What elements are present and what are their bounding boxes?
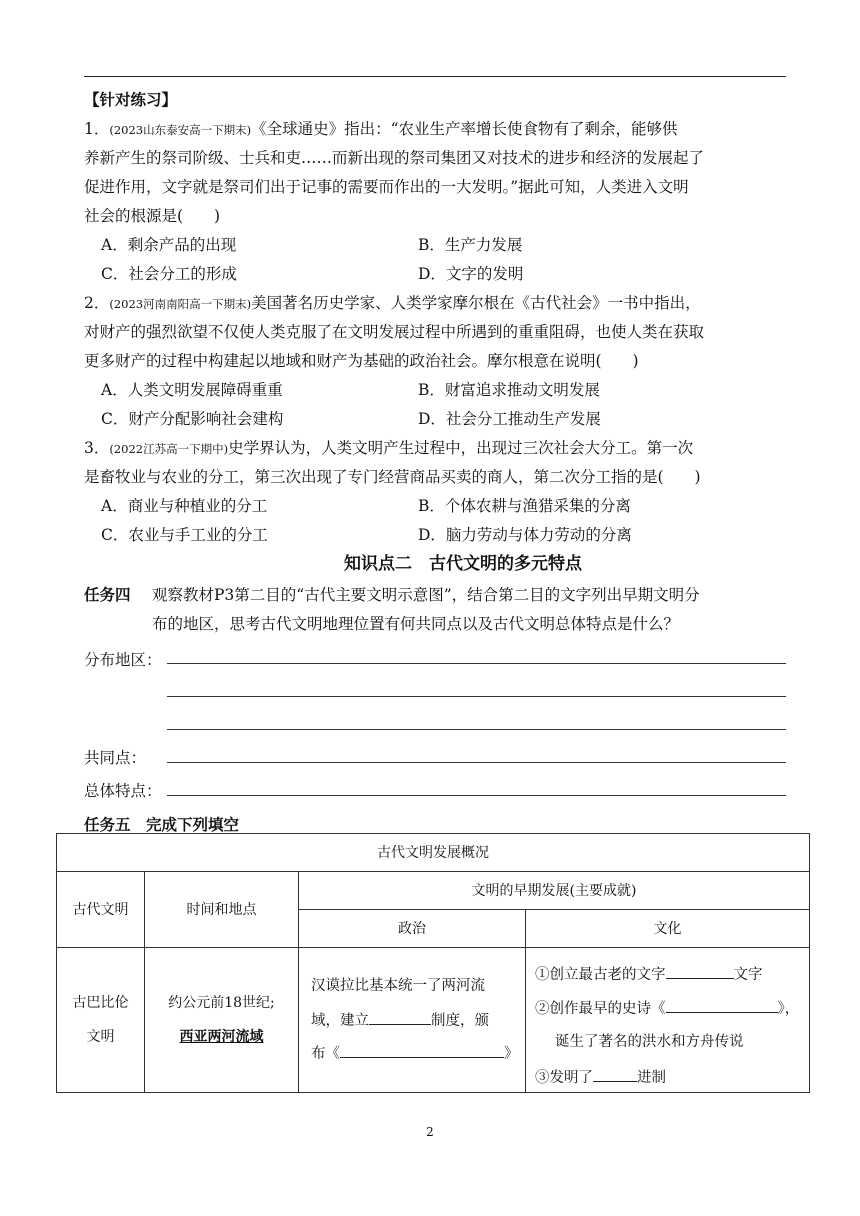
q3-option-b[interactable]: B．个体农耕与渔猎采集的分离 — [418, 497, 631, 515]
q3-option-c[interactable]: C．农业与手工业的分工 — [101, 526, 268, 544]
q1-number: 1． — [84, 120, 110, 138]
section-title: 【针对练习】 — [84, 91, 178, 109]
culture-line-2b: 》， — [777, 1001, 800, 1017]
q3-text-1: 史学界认为，人类文明产生过程中，出现过三次社会大分工。第一次 — [228, 439, 694, 457]
answer-line-common[interactable] — [167, 762, 786, 763]
q1-source: (2023山东泰安高一下期末) — [109, 123, 252, 137]
q1-option-b[interactable]: B．生产力发展 — [418, 236, 523, 254]
table-title-text: 古代文明发展概况 — [377, 844, 489, 861]
header-time-place — [145, 872, 299, 948]
culture-line-1b: 文字 — [733, 967, 763, 983]
q3-line-2: 是畜牧业与农业的分工，第三次出现了专门经营商品买卖的商人，第二次分工指的是( ) — [84, 468, 701, 486]
q2-line-1 — [84, 289, 786, 319]
blank-system[interactable] — [369, 1009, 431, 1025]
q3-number: 3． — [84, 439, 110, 457]
q1-option-a[interactable]: A．剩余产品的出现 — [101, 236, 237, 254]
q3-option-a[interactable]: A．商业与种植业的分工 — [101, 497, 268, 515]
task4-label: 任务四 — [84, 586, 131, 604]
q1-option-c[interactable]: C．社会分工的形成 — [101, 265, 237, 283]
answer-line-distribution-2[interactable] — [167, 696, 786, 697]
header-development-text: 文明的早期发展(主要成就) — [471, 882, 637, 899]
q1-line-3: 促进作用，文字就是祭司们出于记事的需要而作出的一大发明。”据此可知，人类进入文明 — [84, 178, 689, 196]
politics-line-1: 汉谟拉比基本统一了两河流 — [311, 978, 485, 994]
header-politics-text: 政治 — [398, 920, 426, 937]
header-civilization-text: 古代文明 — [72, 901, 129, 918]
q2-option-a[interactable]: A．人类文明发展障碍重重 — [101, 381, 283, 399]
culture-line-4a: ③发明了 — [535, 1070, 593, 1086]
header-time-place-text: 时间和地点 — [186, 901, 257, 918]
q2-option-b[interactable]: B．财富追求推动文明发展 — [418, 381, 600, 399]
task4-line-1: 观察教材P3第二目的“古代主要文明示意图”，结合第二目的文字列出早期文明分 — [152, 586, 700, 604]
place-text: 西亚两河流域 — [179, 1029, 264, 1045]
politics-line-2b: 制度，颁 — [431, 1013, 489, 1029]
culture-line-4 — [535, 1066, 666, 1088]
page-number: 2 — [426, 1125, 434, 1139]
culture-line-1 — [535, 963, 763, 985]
culture-line-4b: 进制 — [637, 1070, 666, 1086]
header-politics — [299, 910, 526, 948]
q2-text-1: 美国著名历史学家、人类学家摩尔根在《古代社会》一书中指出， — [251, 294, 701, 312]
field-label-overall: 总体特点： — [84, 782, 162, 800]
header-development — [299, 872, 809, 910]
q1-line-1 — [84, 115, 786, 145]
blank-script[interactable] — [666, 963, 734, 979]
q2-option-d[interactable]: D．社会分工推动生产发展 — [418, 410, 601, 428]
q2-option-c[interactable]: C．财产分配影响社会建构 — [101, 410, 284, 428]
q1-text-1: 《全球通史》指出：“农业生产率增长使食物有了剩余，能够供 — [251, 120, 678, 138]
politics-line-3 — [311, 1042, 519, 1064]
blank-epic[interactable] — [666, 997, 778, 1013]
q2-line-2: 对财产的强烈欲望不仅使人类克服了在文明发展过程中所遇到的重重阻碍，也使人类在获取 — [84, 323, 705, 341]
answer-line-distribution-1[interactable] — [167, 663, 786, 664]
politics-line-3a: 布《 — [311, 1046, 340, 1062]
q3-option-d[interactable]: D．脑力劳动与体力劳动的分离 — [418, 526, 632, 544]
q1-line-4: 社会的根源是( ) — [84, 207, 221, 225]
blank-numeral-system[interactable] — [593, 1066, 637, 1082]
culture-line-1a: ①创立最古老的文字 — [535, 967, 666, 983]
answer-line-overall[interactable] — [167, 795, 786, 796]
cell-civilization — [57, 948, 145, 1092]
politics-line-3b: 》 — [504, 1046, 519, 1062]
header-civilization — [57, 872, 145, 948]
culture-line-2 — [535, 997, 799, 1019]
q2-source: (2023河南南阳高一下期末) — [109, 297, 252, 311]
cell-time-place — [145, 948, 299, 1092]
q1-line-2: 养新产生的祭司阶级、士兵和吏……而新出现的祭司集团又对技术的进步和经济的发展起了 — [84, 149, 705, 167]
politics-line-2 — [311, 1009, 489, 1031]
civ-name-line1: 古巴比伦 — [72, 995, 129, 1011]
politics-line-2a: 域，建立 — [311, 1013, 369, 1029]
q2-number: 2． — [84, 294, 110, 312]
q1-option-d[interactable]: D．文字的发明 — [418, 265, 524, 283]
time-text: 约公元前18世纪; — [168, 995, 275, 1011]
culture-line-2a: ②创作最早的史诗《 — [535, 1001, 666, 1017]
task4-line-2: 布的地区，思考古代文明地理位置有何共同点以及古代文明总体特点是什么？ — [152, 615, 680, 633]
answer-line-distribution-3[interactable] — [167, 729, 786, 730]
field-label-common: 共同点： — [84, 749, 147, 767]
header-rule — [84, 76, 786, 77]
civ-name-line2: 文明 — [86, 1029, 115, 1045]
civilization-table — [56, 833, 810, 1093]
section-heading-2: 知识点二 古代文明的多元特点 — [344, 554, 582, 574]
header-culture — [526, 910, 809, 948]
q2-line-3: 更多财产的过程中构建起以地域和财产为基础的政治社会。摩尔根意在说明( ) — [84, 352, 639, 370]
q3-line-1 — [84, 434, 786, 464]
q3-source: (2022江苏高一下期中) — [109, 442, 229, 456]
task5-label: 任务五 完成下列填空 — [84, 816, 240, 834]
culture-line-3: 诞生了著名的洪水和方舟传说 — [555, 1034, 744, 1050]
blank-code[interactable] — [340, 1042, 504, 1058]
header-culture-text: 文化 — [653, 920, 682, 937]
field-label-distribution: 分布地区： — [84, 651, 162, 669]
table-title — [57, 834, 809, 872]
